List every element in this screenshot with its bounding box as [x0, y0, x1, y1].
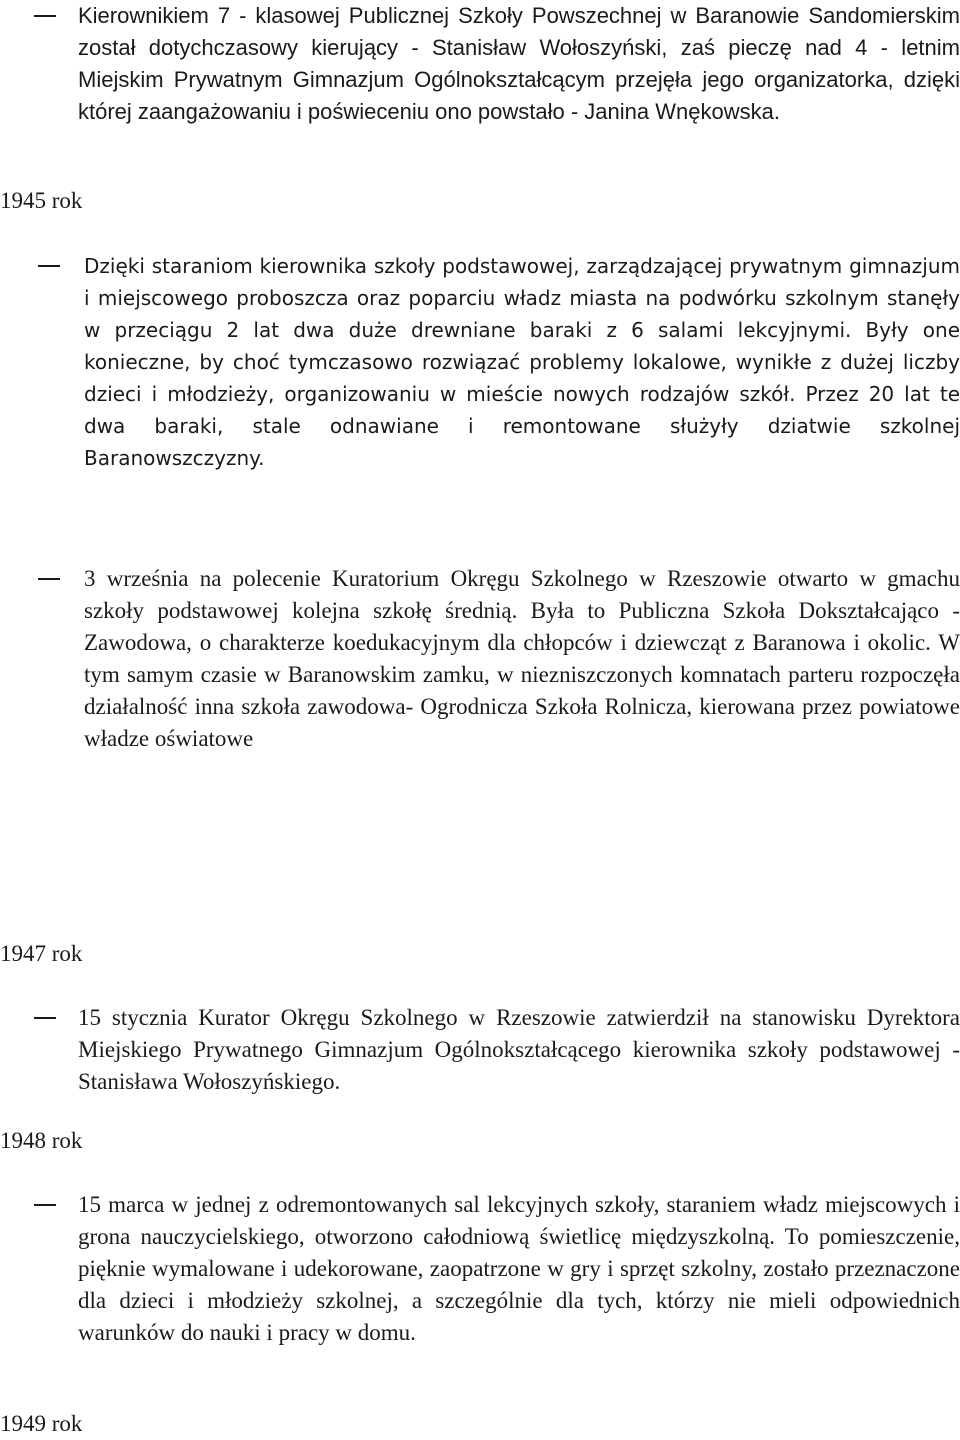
list-dash — [38, 578, 60, 580]
paragraph-text: Kierownikiem 7 - klasowej Publicznej Szkoły Powszechnej w Baranowie Sandomierskim został dotychczasowy kierujący - Stanisław Wołoszyński, zaś pieczę nad 4 - letnim Miejskim Prywatnym Gimnazjum Ogólnokształcącym przejęła jego organizatorka, dzięki której zaangażowaniu i poświeceniu ono powstało - Janina Wnękowska. — [78, 3, 960, 124]
year-heading: 1945 rok — [0, 188, 83, 213]
list-dash — [38, 265, 60, 267]
year-heading: 1948 rok — [0, 1128, 83, 1153]
list-dash — [34, 1017, 56, 1019]
list-item — [84, 563, 960, 755]
list-item — [84, 250, 960, 474]
list-item — [78, 1189, 960, 1349]
list-dash — [34, 1204, 56, 1206]
paragraph-text: 15 stycznia Kurator Okręgu Szkolnego w Rzeszowie zatwierdził na stanowisku Dyrektora Miejskiego Prywatnego Gimnazjum Ogólnokształcącego kierownika szkoły podstawowej - Stanisława Wołoszyńskiego. — [78, 1005, 960, 1094]
paragraph-text: 3 września na polecenie Kuratorium Okręgu Szkolnego w Rzeszowie otwarto w gmachu szkoły podstawowej kolejna szkołę średnią. Była to Publiczna Szkoła Dokształcająco - Zawodowa, o charakterze koedukacyjnym dla chłopców i dziewcząt z Baranowa i okolic. W tym samym czasie w Baranowskim zamku, w niezniszczonych komnatach parteru rozpoczęła działalność inna szkoła zawodowa- Ogrodnicza Szkoła Rolnicza, kierowana przez powiatowe władze oświatowe — [84, 566, 960, 751]
paragraph-text: 15 marca w jednej z odremontowanych sal lekcyjnych szkoły, staraniem władz miejscowych i grona nauczycielskiego, otworzono całodniową świetlicę międzyszkolną. To pomieszczenie, pięknie wymalowane i udekorowane, zaopatrzone w gry i sprzęt szkolny, zostało przeznaczone dla dzieci i młodzieży szkolnej, a szczególnie dla tych, którzy nie mieli odpowiednich warunków do nauki i pracy w domu. — [78, 1192, 960, 1345]
list-item — [78, 0, 960, 128]
paragraph-text: Dzięki staraniom kierownika szkoły podstawowej, zarządzającej prywatnym gimnazjum i miejscowego proboszcza oraz poparciu władz miasta na podwórku szkolnym stanęły w przeciągu 2 lat dwa duże drewniane baraki z 6 salami lekcyjnymi. Były one konieczne, by choć tymczasowo rozwiązać problemy lokalowe, wynikłe z dużej liczby dzieci i młodzieży, organizowaniu w mieście nowych rodzajów szkół. Przez 20 lat te dwa baraki, stale odnawiane i remontowane służyły dziatwie szkolnej Baranowszczyzny. — [84, 254, 960, 470]
year-heading: 1949 rok — [0, 1411, 83, 1436]
year-heading: 1947 rok — [0, 941, 83, 966]
list-item — [78, 1002, 960, 1098]
list-dash — [34, 15, 56, 17]
